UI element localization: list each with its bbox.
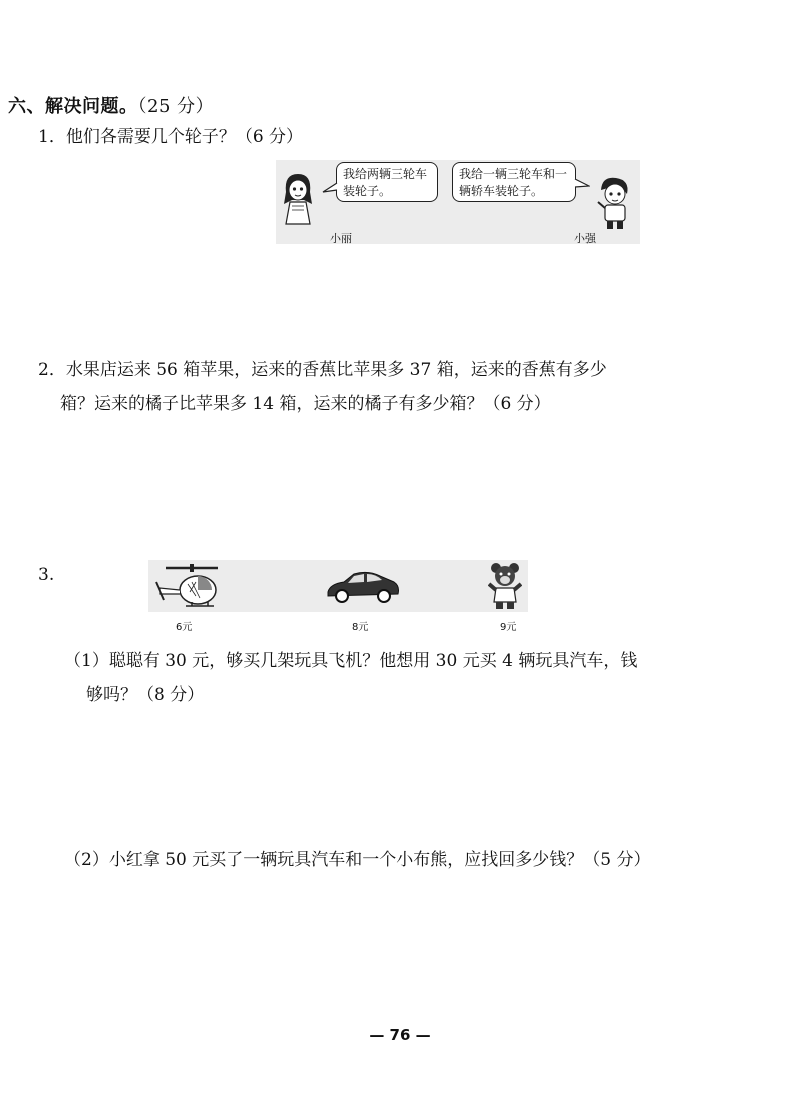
bear-icon: [488, 562, 522, 610]
section-points: （25 分）: [137, 96, 215, 117]
girl-icon: [278, 170, 318, 228]
price-helicopter: 6元: [176, 622, 193, 633]
girl-speech-bubble: 我给两辆三轮车装轮子。: [336, 162, 438, 202]
q3-toys-scene: [148, 560, 528, 612]
price-car: 8元: [352, 622, 369, 633]
helicopter-icon: [152, 562, 224, 612]
question-1: 1．他们各需要几个轮子？（6 分）: [38, 127, 304, 147]
question-3-part-1-line-1: （1）聪聪有 30 元，够买几架玩具飞机？他想用 30 元买 4 辆玩具汽车，钱: [64, 651, 638, 671]
car-icon: [324, 566, 402, 606]
boy-name: 小强: [574, 232, 596, 245]
boy-bubble-tail-icon: [574, 178, 590, 190]
price-bear: 9元: [500, 622, 517, 633]
question-2-line-2: 箱？运来的橘子比苹果多 14 箱，运来的橘子有多少箱？（6 分）: [60, 394, 551, 414]
boy-icon: [594, 174, 634, 230]
q1-scene: [276, 160, 640, 244]
question-3-number: 3.: [38, 565, 55, 585]
question-3-part-1-line-2: 够吗？（8 分）: [86, 685, 205, 705]
question-3-part-1: [64, 644, 654, 712]
section-title-text: 六、解决问题。: [8, 96, 138, 117]
page-number: — 76 —: [369, 1026, 431, 1044]
question-2: [38, 353, 658, 421]
section-title: [8, 92, 214, 118]
boy-speech-bubble: 我给一辆三轮车和一辆轿车装轮子。: [452, 162, 576, 202]
girl-name: 小丽: [330, 232, 352, 245]
question-2-line-1: 2．水果店运来 56 箱苹果，运来的香蕉比苹果多 37 箱，运来的香蕉有多少: [38, 360, 607, 380]
question-3-part-2: （2）小红拿 50 元买了一辆玩具汽车和一个小布熊，应找回多少钱？（5 分）: [64, 850, 651, 870]
girl-bubble-tail-icon: [322, 182, 338, 194]
